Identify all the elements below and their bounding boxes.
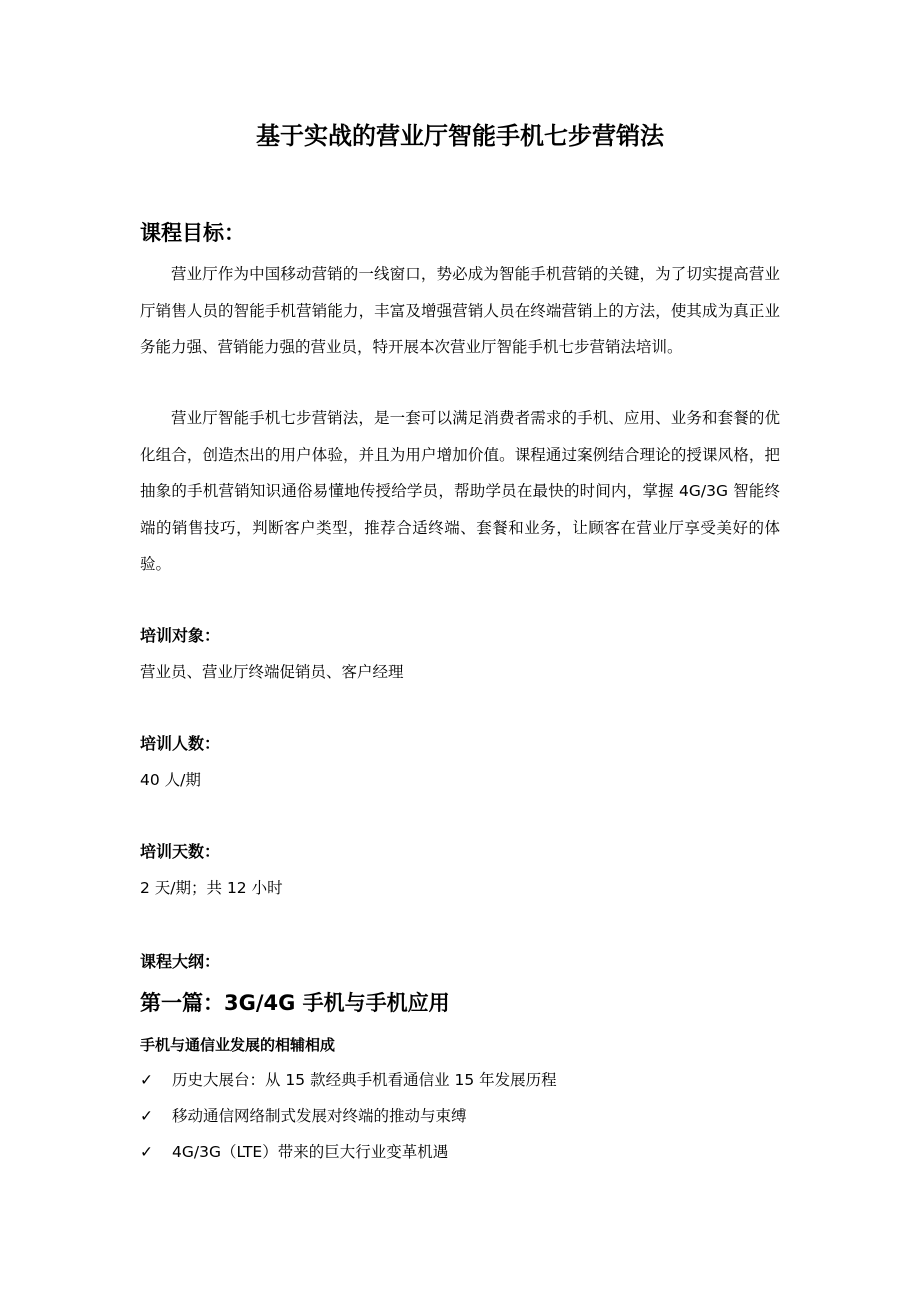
document-title: 基于实战的营业厅智能手机七步营销法 xyxy=(256,122,664,150)
size-heading: 培训人数： xyxy=(140,734,221,753)
size-value: 40 人/期 xyxy=(140,771,201,789)
list-item xyxy=(140,1104,467,1128)
objectives-paragraph-1: 营业厅作为中国移动营销的一线窗口，势必成为智能手机营销的关键，为了切实提高营业厅销售人员的智能手机营销能力，丰富及增强营销人员在终端营销上的方法，使其成为真正业务能力强、营销能力强的营业员，特开展本次营业厅智能手机七步营销法培训。 xyxy=(140,265,780,356)
part-title: 第一篇：3G/4G 手机与手机应用 xyxy=(140,991,450,1015)
section-title: 手机与通信业发展的相辅相成 xyxy=(140,1036,336,1054)
list-item-text: 4G/3G（LTE）带来的巨大行业变革机遇 xyxy=(172,1143,449,1161)
check-icon: ✓ xyxy=(140,1107,153,1125)
check-icon: ✓ xyxy=(140,1071,153,1089)
objectives-paragraph-2: 营业厅智能手机七步营销法，是一套可以满足消费者需求的手机、应用、业务和套餐的优化组合，创造杰出的用户体验，并且为用户增加价值。课程通过案例结合理论的授课风格，把抽象的手机营销知识通俗易懂地传授给学员，帮助学员在最快的时间内，掌握 4G/3G 智能终端的销售技巧，判断客户类型，推荐合适终端、套餐和业务，让顾客在营业厅享受美好的体验。 xyxy=(140,409,780,573)
list-item-text: 历史大展台：从 15 款经典手机看通信业 15 年发展历程 xyxy=(172,1071,557,1089)
list-item xyxy=(140,1140,448,1164)
days-heading: 培训天数： xyxy=(140,842,221,861)
check-icon: ✓ xyxy=(140,1143,153,1161)
audience-value: 营业员、营业厅终端促销员、客户经理 xyxy=(140,663,404,681)
days-value: 2 天/期；共 12 小时 xyxy=(140,879,283,897)
outline-heading: 课程大纲： xyxy=(140,952,221,971)
list-item-text: 移动通信网络制式发展对终端的推动与束缚 xyxy=(172,1107,467,1125)
objectives-heading: 课程目标： xyxy=(140,221,245,245)
list-item xyxy=(140,1068,557,1092)
audience-heading: 培训对象： xyxy=(140,626,221,645)
